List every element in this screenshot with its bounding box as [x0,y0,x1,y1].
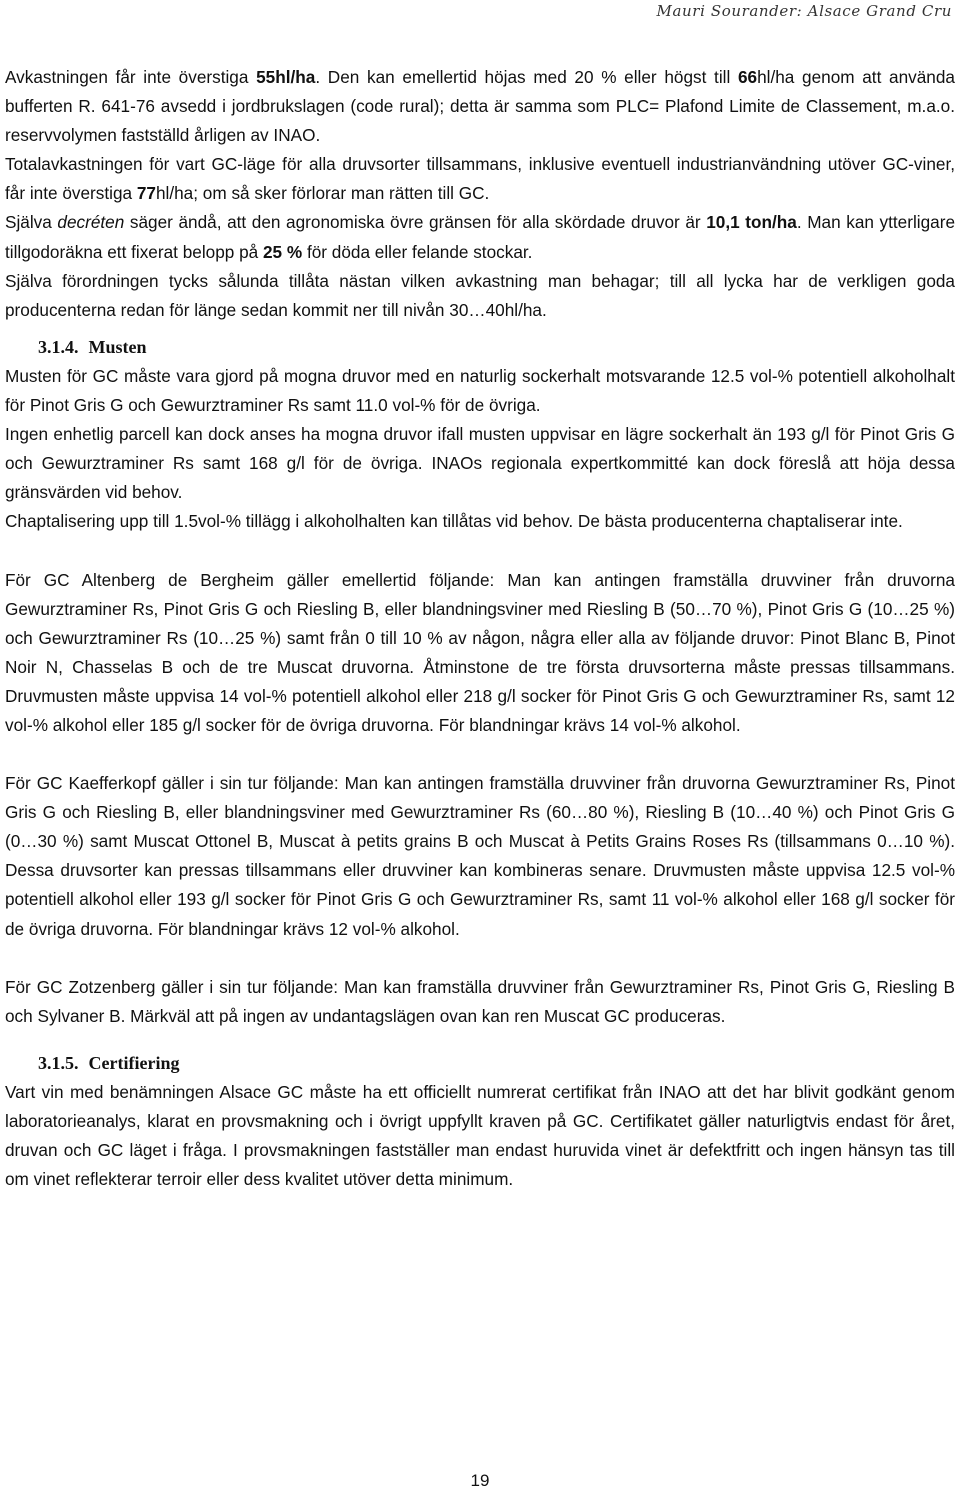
paragraph-kaefferkopf: För GC Kaefferkopf gäller i sin tur följande: Man kan antingen framställa druvviner från druvorna Gewurztraminer Rs, Pinot Gris G och Riesling B, eller blandningsviner med Gewurztraminer Rs (60…80 %), Riesling B (10…40 %) och Pinot Gris G (0…30 %) samt Muscat Ottonel B, Muscat à petits grains B och Muscat à Petits Grains Roses Rs (tillsammans 0…10 %). Dessa druvsorter kan pressas tillsammans eller druvviner kan kombineras senare. Druvmusten måste uppvisa 12.5 vol-% potentiell alkohol eller 193 g/l socker för Pinot Gris G och Gewurztraminer Rs, samt 11 vol-% alkohol eller 168 g/l socker för de övriga druvorna. För blandningar krävs 12 vol-% alkohol. [5,773,955,939]
running-header: Mauri Sourander: Alsace Grand Cru [656,2,952,20]
paragraph-decree: Själva decréten säger ändå, att den agronomiska övre gränsen för alla skördade druvor är 10,1 ton/ha. Man kan ytterligare tillgodoräkna ett fixerat belopp på 25 % för döda eller felande stockar. [5,212,956,262]
paragraph-regulation: Själva förordningen tycks sålunda tillåta nästan vilken avkastning man behagar; till all lycka har de verkligen goda producenterna redan för länge sedan kommit ner till nivån 30…40hl/ha. [5,270,955,320]
paragraph-certification: Vart vin med benämningen Alsace GC måste ha ett officiellt numrerat certifikat från INAO att det har blivit godkänt genom laboratorieanalys, klarat en provsmakning och i övrigt uppfyllt kraven på GC. Certifikatet gäller naturligtvis endast för året, druvan och GC läget i fråga. I provsmakningen fastställer man endast huruvida vinet är defektfritt och ingen hänsyn tas till om vinet reflekterar terroir eller dess kvalitet utöver detta minimum. [5,1081,955,1190]
section-title: Certifiering [88,1052,180,1073]
section-heading-certifiering [38,1049,955,1078]
paragraph-must-sugar: Musten för GC måste vara gjord på mogna druvor med en naturlig sockerhalt motsvarande 12.5 vol-% potentiell alkoholhalt för Pinot Gris G och Gewurztraminer Rs samt 11.0 vol-% för de övriga. [5,365,955,416]
paragraph-altenberg: För GC Altenberg de Bergheim gäller emellertid följande: Man kan antingen framställa druvviner från druvorna Gewurztraminer Rs, Pinot Gris G och Riesling B, eller blandningsviner med Riesling B (50…70 %), Pinot Gris G (10…25 %) och Gewurztraminer Rs (10…25 %) samt från 0 till 10 % av någon, några eller alla av följande druvor: Pinot Blanc B, Pinot Noir N, Chasselas B och de tre Muscat druvorna. Åtminstone de tre första druvsorterna måste pressas tillsammans. Druvmusten måste uppvisa 14 vol-% potentiell alkohol eller 218 g/l socker för Pinot Gris G och Gewurztraminer Rs, samt 12 vol-% alkohol eller 185 g/l socker för de övriga druvorna. För blandningar krävs 14 vol-% alkohol. [5,569,955,735]
paragraph-chaptalisation: Chaptalisering upp till 1.5vol-% tillägg i alkoholhalten kan tillåtas vid behov. De bästa producenterna chaptaliserar inte. [5,511,903,532]
section-heading-musten [38,333,955,362]
paragraph-zotzenberg: För GC Zotzenberg gäller i sin tur följande: Man kan framställa druvviner från Gewurztraminer Rs, Pinot Gris G, Riesling B och Sylvaner B. Märkväl att på ingen av undantagslägen ovan kan ren Muscat GC produceras. [5,976,955,1026]
document-body [5,63,955,1194]
paragraph-total-yield: Totalavkastningen för vart GC-läge för alla druvsorter tillsammans, inklusive eventuell industrianvändning utöver GC-viner, får inte överstiga 77hl/ha; om så sker förlorar man rätten till GC. [5,154,955,204]
section-title: Musten [88,336,147,357]
section-number: 3.1.5. [38,1052,79,1073]
paragraph-parcel: Ingen enhetlig parcell kan dock anses ha mogna druvor ifall musten uppvisar en lägre sockerhalt än 193 g/l för Pinot Gris G och Gewurztraminer Rs samt 168 g/l för de övriga. INAOs regionala expertkommitté kan dock föreslå att höja dessa gränsvärden vid behov. [5,424,955,503]
page-number: 19 [470,1471,490,1490]
paragraph-yield: Avkastningen får inte överstiga 55hl/ha. Den kan emellertid höjas med 20 % eller högst till 66hl/ha genom att använda bufferten R. 641-76 avsedd i jordbrukslagen (code rural); detta är samma som PLC= Plafond Limite de Classement, m.a.o. reservvolymen fastställd årligen av INAO. [5,67,955,146]
section-number: 3.1.4. [38,336,79,357]
